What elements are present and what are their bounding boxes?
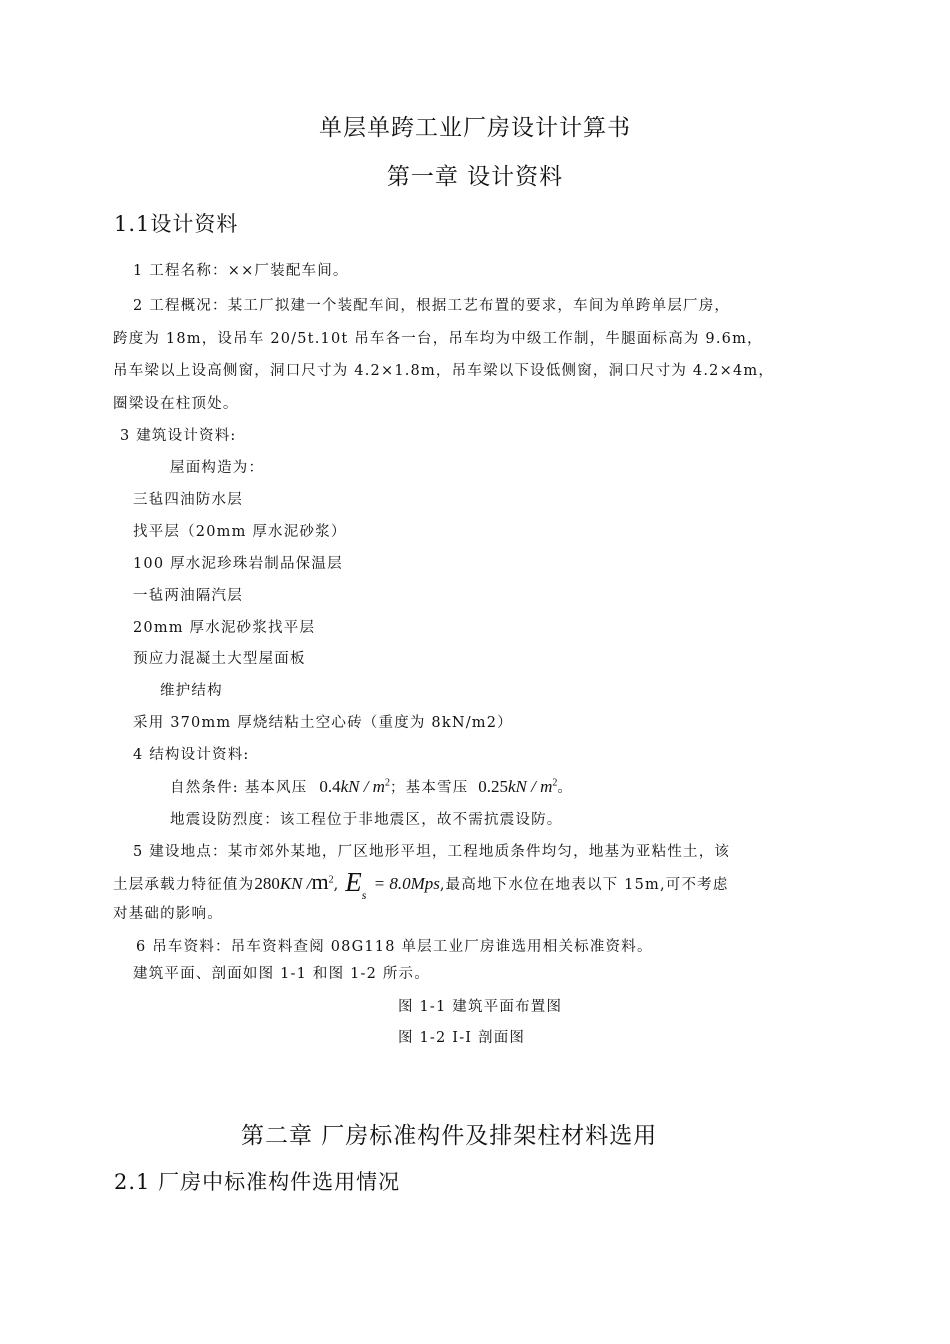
es-symbol: E xyxy=(345,867,362,897)
separator-comma: , xyxy=(333,877,340,893)
natural-conditions-line xyxy=(170,778,573,796)
item-2-line-1: 2 工程概况：某工厂拟建一个装配车间，根据工艺布置的要求，车间为单跨单层厂房， xyxy=(133,298,731,314)
figure-reference-note: 建筑平面、剖面如图 1-1 和图 1-2 所示。 xyxy=(133,966,430,982)
document-title: 单层单跨工业厂房设计计算书 xyxy=(319,115,631,141)
item-4-heading: 4 结构设计资料: xyxy=(133,747,250,763)
bearing-capacity-value: 280 xyxy=(254,874,280,893)
seismic-intensity: 地震设防烈度：该工程位于非地震区，故不需抗震设防。 xyxy=(170,812,563,828)
snow-pressure-exponent: 2 xyxy=(552,777,558,789)
snow-pressure-suffix: 。 xyxy=(557,780,574,796)
roof-layer: 一毡两油隔汽层 xyxy=(133,588,243,604)
section-2-1-heading: 2.1 厂房中标准构件选用情况 xyxy=(114,1170,401,1194)
wind-pressure-exponent: 2 xyxy=(384,777,390,789)
bearing-capacity-formula xyxy=(254,869,334,894)
section-1-1-heading: 1.1设计资料 xyxy=(114,212,239,236)
snow-pressure-unit: kN / m xyxy=(508,777,553,796)
bearing-capacity-unit: KN / xyxy=(279,874,312,893)
item-6-crane-data: 6 吊车资料：吊车资料查阅 08G118 单层工业厂房谁选用相关标准资料。 xyxy=(136,939,653,955)
item-5-line-2 xyxy=(113,867,729,902)
item-2-line-4: 圈梁设在柱顶处。 xyxy=(113,396,239,412)
roof-layer: 预应力混凝土大型屋面板 xyxy=(133,651,306,667)
enclosure-heading: 维护结构 xyxy=(160,683,223,699)
snow-pressure-label: ；基本雪压 xyxy=(389,780,469,796)
bearing-capacity-exponent: 2 xyxy=(328,874,334,886)
chapter-1-heading: 第一章 设计资料 xyxy=(386,164,564,190)
item-2-line-2: 跨度为 18m，设吊车 20/5t.10t 吊车各一台，吊车均为中级工作制，牛腿面标高为 9.6m， xyxy=(113,331,763,347)
roof-layer: 找平层（20mm 厚水泥砂浆） xyxy=(133,524,347,540)
natural-conditions-label: 自然条件: 基本风压 xyxy=(170,780,308,796)
item-2-line-3: 吊车梁以上设高侧窗，洞口尺寸为 4.2×1.8m，吊车梁以下设低侧窗，洞口尺寸为 4.2×4m， xyxy=(113,363,775,379)
roof-layer: 三毡四油防水层 xyxy=(133,492,243,508)
roof-construction-heading: 屋面构造为： xyxy=(170,460,265,476)
item-1-project-name: 1 工程名称：××厂装配车间。 xyxy=(133,263,349,279)
item-3-heading: 3 建筑设计资料: xyxy=(120,428,237,444)
wind-pressure-value: 0.4 xyxy=(319,777,341,796)
bearing-capacity-unit-m: m xyxy=(311,869,329,894)
snow-pressure-value: 0.25 xyxy=(478,777,509,796)
es-formula xyxy=(374,874,440,893)
snow-pressure-formula xyxy=(478,777,557,796)
es-value: = 8.0Mps xyxy=(373,874,440,893)
groundwater-note: ,最高地下水位在地表以下 15m,可不考虑 xyxy=(439,877,729,893)
wind-pressure-unit: kN / m xyxy=(340,777,385,796)
figure-1-1-caption: 图 1-1 建筑平面布置图 xyxy=(398,999,563,1015)
es-subscript: s xyxy=(361,888,368,902)
bearing-capacity-label: 土层承载力特征值为 xyxy=(113,877,255,893)
enclosure-detail: 采用 370mm 厚烧结粘土空心砖（重度为 8kN/m2） xyxy=(133,715,513,731)
wind-pressure-formula xyxy=(319,777,390,796)
item-5-line-1: 5 建设地点：某市郊外某地，厂区地形平坦，工程地质条件均匀，地基为亚粘性土，该 xyxy=(133,844,731,860)
roof-layer: 100 厚水泥珍珠岩制品保温层 xyxy=(133,556,343,572)
figure-1-2-caption: 图 1-2 I-I 剖面图 xyxy=(398,1030,526,1046)
roof-layer: 20mm 厚水泥砂浆找平层 xyxy=(133,620,316,636)
chapter-2-heading: 第二章 厂房标准构件及排架柱材料选用 xyxy=(241,1123,658,1149)
item-5-line-3: 对基础的影响。 xyxy=(113,906,223,922)
